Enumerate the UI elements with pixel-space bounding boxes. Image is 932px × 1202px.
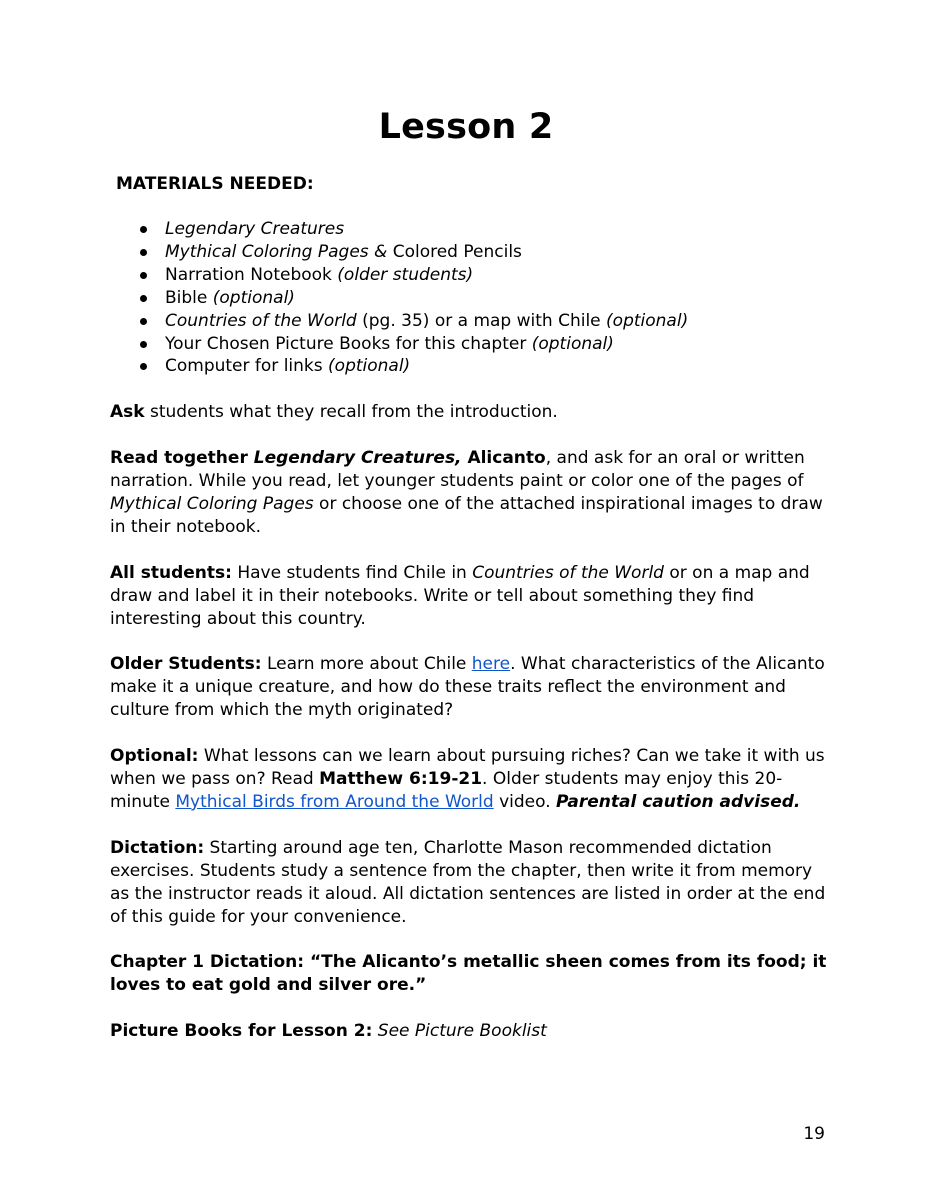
item-text: (pg. 35) or a map with Chile [356, 310, 607, 331]
ask-paragraph [110, 401, 830, 424]
mythical-birds-video-link[interactable]: Mythical Birds from Around the World [175, 791, 494, 812]
bullet-icon [140, 249, 147, 256]
countries-book-title: Countries of the World [472, 563, 664, 583]
list-item [116, 218, 688, 241]
item-note: (optional) [328, 356, 411, 377]
item-title: Countries of the World [165, 310, 357, 331]
older-students-label: Older Students: [110, 654, 262, 674]
older-students-text-end: . What characteristics of the Alicanto make it a unique creature, and how do these traits reflect the environment and culture from which the myth originated? [110, 654, 825, 720]
item-note: (older students) [337, 264, 474, 285]
page-number: 19 [803, 1124, 825, 1144]
item-title: Mythical Coloring Pages & [165, 241, 388, 262]
read-together-paragraph [110, 447, 830, 539]
item-text: Colored Pencils [387, 241, 522, 262]
dictation-label: Dictation: [110, 838, 205, 858]
parental-caution: Parental caution advised. [556, 791, 801, 812]
item-text: Bible [165, 287, 213, 308]
bullet-icon [140, 272, 147, 279]
chapter-dictation-text: Chapter 1 Dictation: “The Alicanto’s metallic sheen comes from its food; it loves to eat gold and silver ore.” [110, 952, 827, 995]
read-text: , and ask for an oral or written narration. While you read, let younger students paint or color one of the pages of [110, 448, 805, 491]
ask-text: students what they recall from the introduction. [144, 402, 558, 422]
bullet-icon [140, 341, 147, 348]
optional-label: Optional: [110, 746, 199, 766]
list-item [116, 310, 688, 333]
book-title: Legendary Creatures, [253, 448, 462, 468]
list-item [116, 355, 688, 378]
bullet-icon [140, 295, 147, 302]
list-item [116, 241, 688, 264]
all-students-text-end: or on a map and draw and label it in their notebooks. Write or tell about something they find interesting about this country. [110, 563, 810, 629]
item-text: Your Chosen Picture Books for this chapter [165, 333, 532, 354]
older-students-text: Learn more about Chile [261, 654, 472, 674]
chapter-dictation-paragraph [110, 951, 830, 997]
picture-books-paragraph [110, 1020, 830, 1043]
dictation-text: Starting around age ten, Charlotte Mason recommended dictation exercises. Students study a sentence from the chapter, then write it from memory as the instructor reads it aloud. All dictation sentences are listed in order at the end of this guide for your convenience. [110, 838, 826, 927]
optional-text: What lessons can we learn about pursuing riches? Can we take it with us when we pass on? Read [110, 746, 825, 789]
older-students-paragraph [110, 653, 830, 722]
bible-verse: Matthew 6:19-21 [319, 768, 483, 789]
picture-booklist-ref: See Picture Booklist [372, 1021, 547, 1041]
all-students-paragraph [110, 562, 830, 631]
item-text: Narration Notebook [165, 264, 338, 285]
all-students-text: Have students find Chile in [231, 563, 473, 583]
optional-paragraph [110, 745, 830, 814]
item-note: (optional) [212, 287, 295, 308]
list-item [116, 264, 688, 287]
list-item [116, 333, 688, 356]
chile-info-link[interactable]: here [471, 654, 511, 674]
read-label: Read together [110, 448, 254, 468]
item-note: (optional) [531, 333, 614, 354]
read-text-end: or choose one of the attached inspirational images to draw in their notebook. [110, 493, 823, 537]
optional-text-mid: . Older students may enjoy this 20-minute [110, 768, 783, 812]
bullet-icon [140, 363, 147, 370]
chapter-name: Alicanto [461, 448, 546, 468]
page-title: Lesson 2 [378, 107, 554, 147]
dictation-paragraph [110, 837, 830, 929]
materials-list [116, 218, 688, 378]
bullet-icon [140, 226, 147, 233]
coloring-pages-title: Mythical Coloring Pages [110, 493, 314, 514]
list-item [116, 287, 688, 310]
all-students-label: All students: [110, 563, 232, 583]
item-text: Computer for links [165, 356, 329, 377]
item-note: (optional) [606, 310, 689, 331]
bullet-icon [140, 318, 147, 325]
ask-label: Ask [110, 402, 145, 422]
item-title: Legendary Creatures [165, 219, 345, 239]
materials-heading: MATERIALS NEEDED: [116, 174, 314, 194]
picture-books-label: Picture Books for Lesson 2: [110, 1021, 373, 1041]
optional-text-end: video. [493, 791, 557, 812]
